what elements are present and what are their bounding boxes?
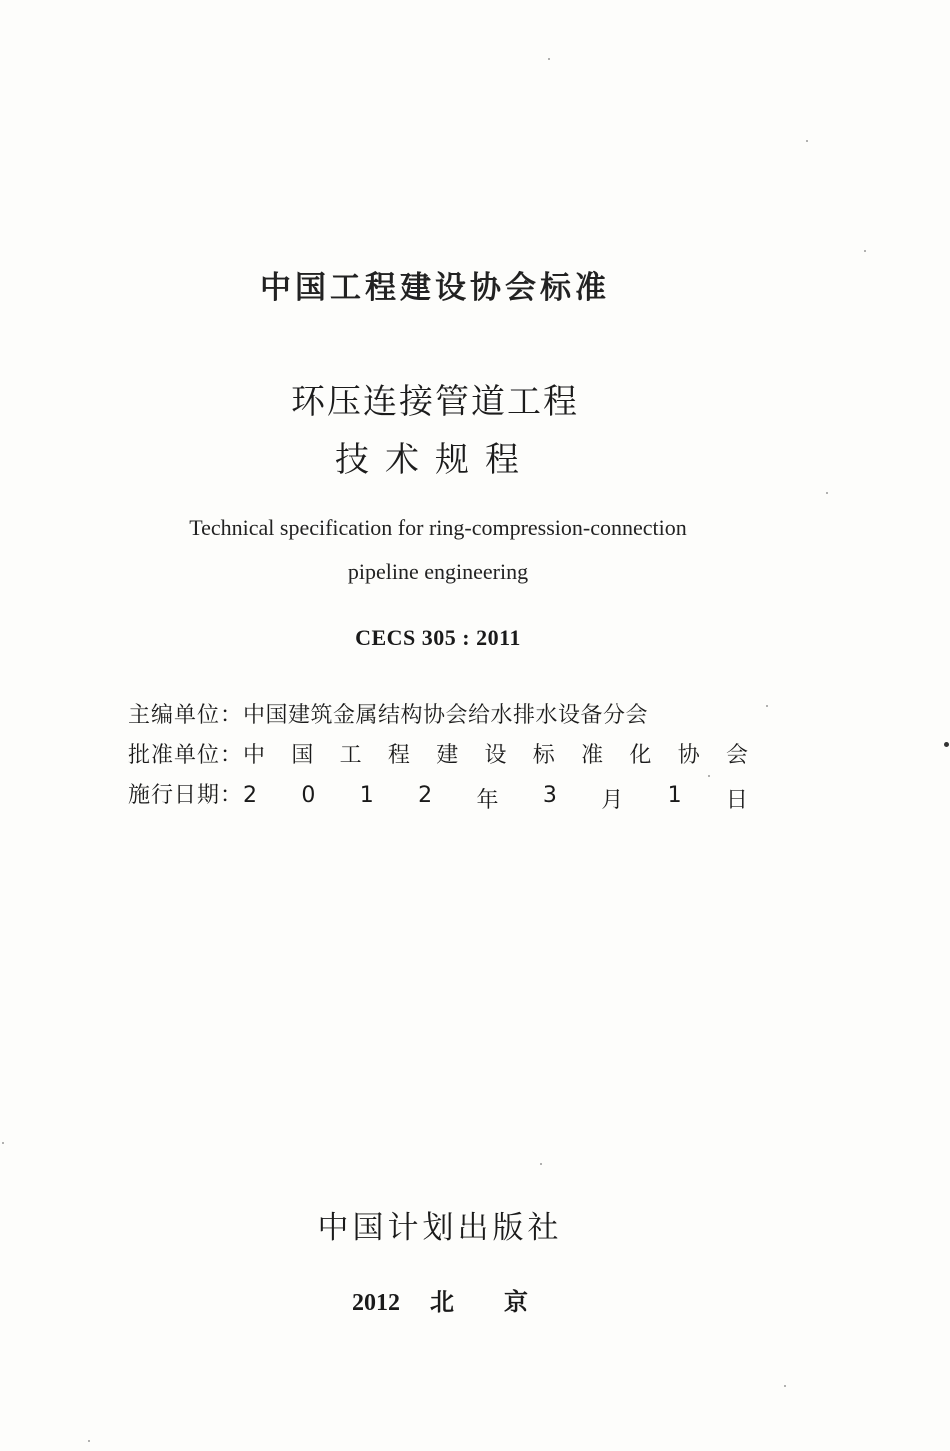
date-char: 月 (601, 788, 624, 813)
approver-char: 程 (387, 743, 410, 768)
approver-label: 批准单位： (128, 743, 244, 768)
date-char: 1 (359, 783, 374, 808)
scan-speck (88, 1440, 90, 1442)
publication-place (0, 1282, 880, 1317)
editor-label: 主编单位： (128, 703, 244, 728)
editor-row (128, 698, 748, 729)
scan-speck (766, 705, 768, 707)
date-char: 0 (301, 783, 316, 808)
chinese-title-line-2: 技术规程 (335, 440, 535, 480)
chinese-title-line-1: 环压连接管道工程 (291, 382, 579, 422)
approver-char: 工 (339, 743, 362, 768)
publication-year: 2012 (352, 1290, 400, 1316)
approver-row (128, 738, 748, 769)
approver-char: 设 (484, 743, 507, 768)
date-char: 3 (542, 783, 557, 808)
scan-speck (548, 58, 550, 60)
date-char: 1 (667, 783, 682, 808)
editor-value: 中国建筑金属结构协会给水排水设备分会 (243, 703, 649, 728)
english-title-line-2: pipeline engineering (347, 559, 529, 584)
scan-speck (540, 1163, 542, 1165)
effective-date-row (128, 778, 748, 814)
approver-char: 标 (532, 743, 555, 768)
approver-char: 会 (725, 743, 748, 768)
effective-date-label: 施行日期： (128, 783, 244, 808)
approver-value (243, 738, 748, 769)
date-char: 2 (243, 783, 258, 808)
publisher-name: 中国计划出版社 (317, 1210, 563, 1246)
approver-char: 化 (629, 743, 652, 768)
scan-speck (708, 775, 710, 777)
publication-city-char: 京 (504, 1290, 528, 1316)
standard-code: CECS 305 : 2011 (355, 625, 521, 650)
date-char: 日 (725, 788, 748, 813)
approver-char: 建 (436, 743, 459, 768)
approver-char: 中 (243, 743, 266, 768)
date-char: 年 (476, 788, 499, 813)
effective-date-value (243, 783, 748, 814)
scan-speck (784, 1385, 786, 1387)
scan-speck (944, 742, 949, 747)
english-title-line-1: Technical specification for ring-compression-connection (189, 515, 687, 540)
scan-speck (826, 492, 828, 494)
series-title: 中国工程建设协会标准 (260, 270, 610, 306)
date-char: 2 (418, 783, 433, 808)
scan-speck (2, 1142, 4, 1144)
publication-city-char: 北 (430, 1290, 454, 1316)
approver-char: 协 (677, 743, 700, 768)
approver-char: 国 (291, 743, 314, 768)
scan-speck (806, 140, 808, 142)
approver-char: 准 (581, 743, 604, 768)
scan-speck (864, 250, 866, 252)
